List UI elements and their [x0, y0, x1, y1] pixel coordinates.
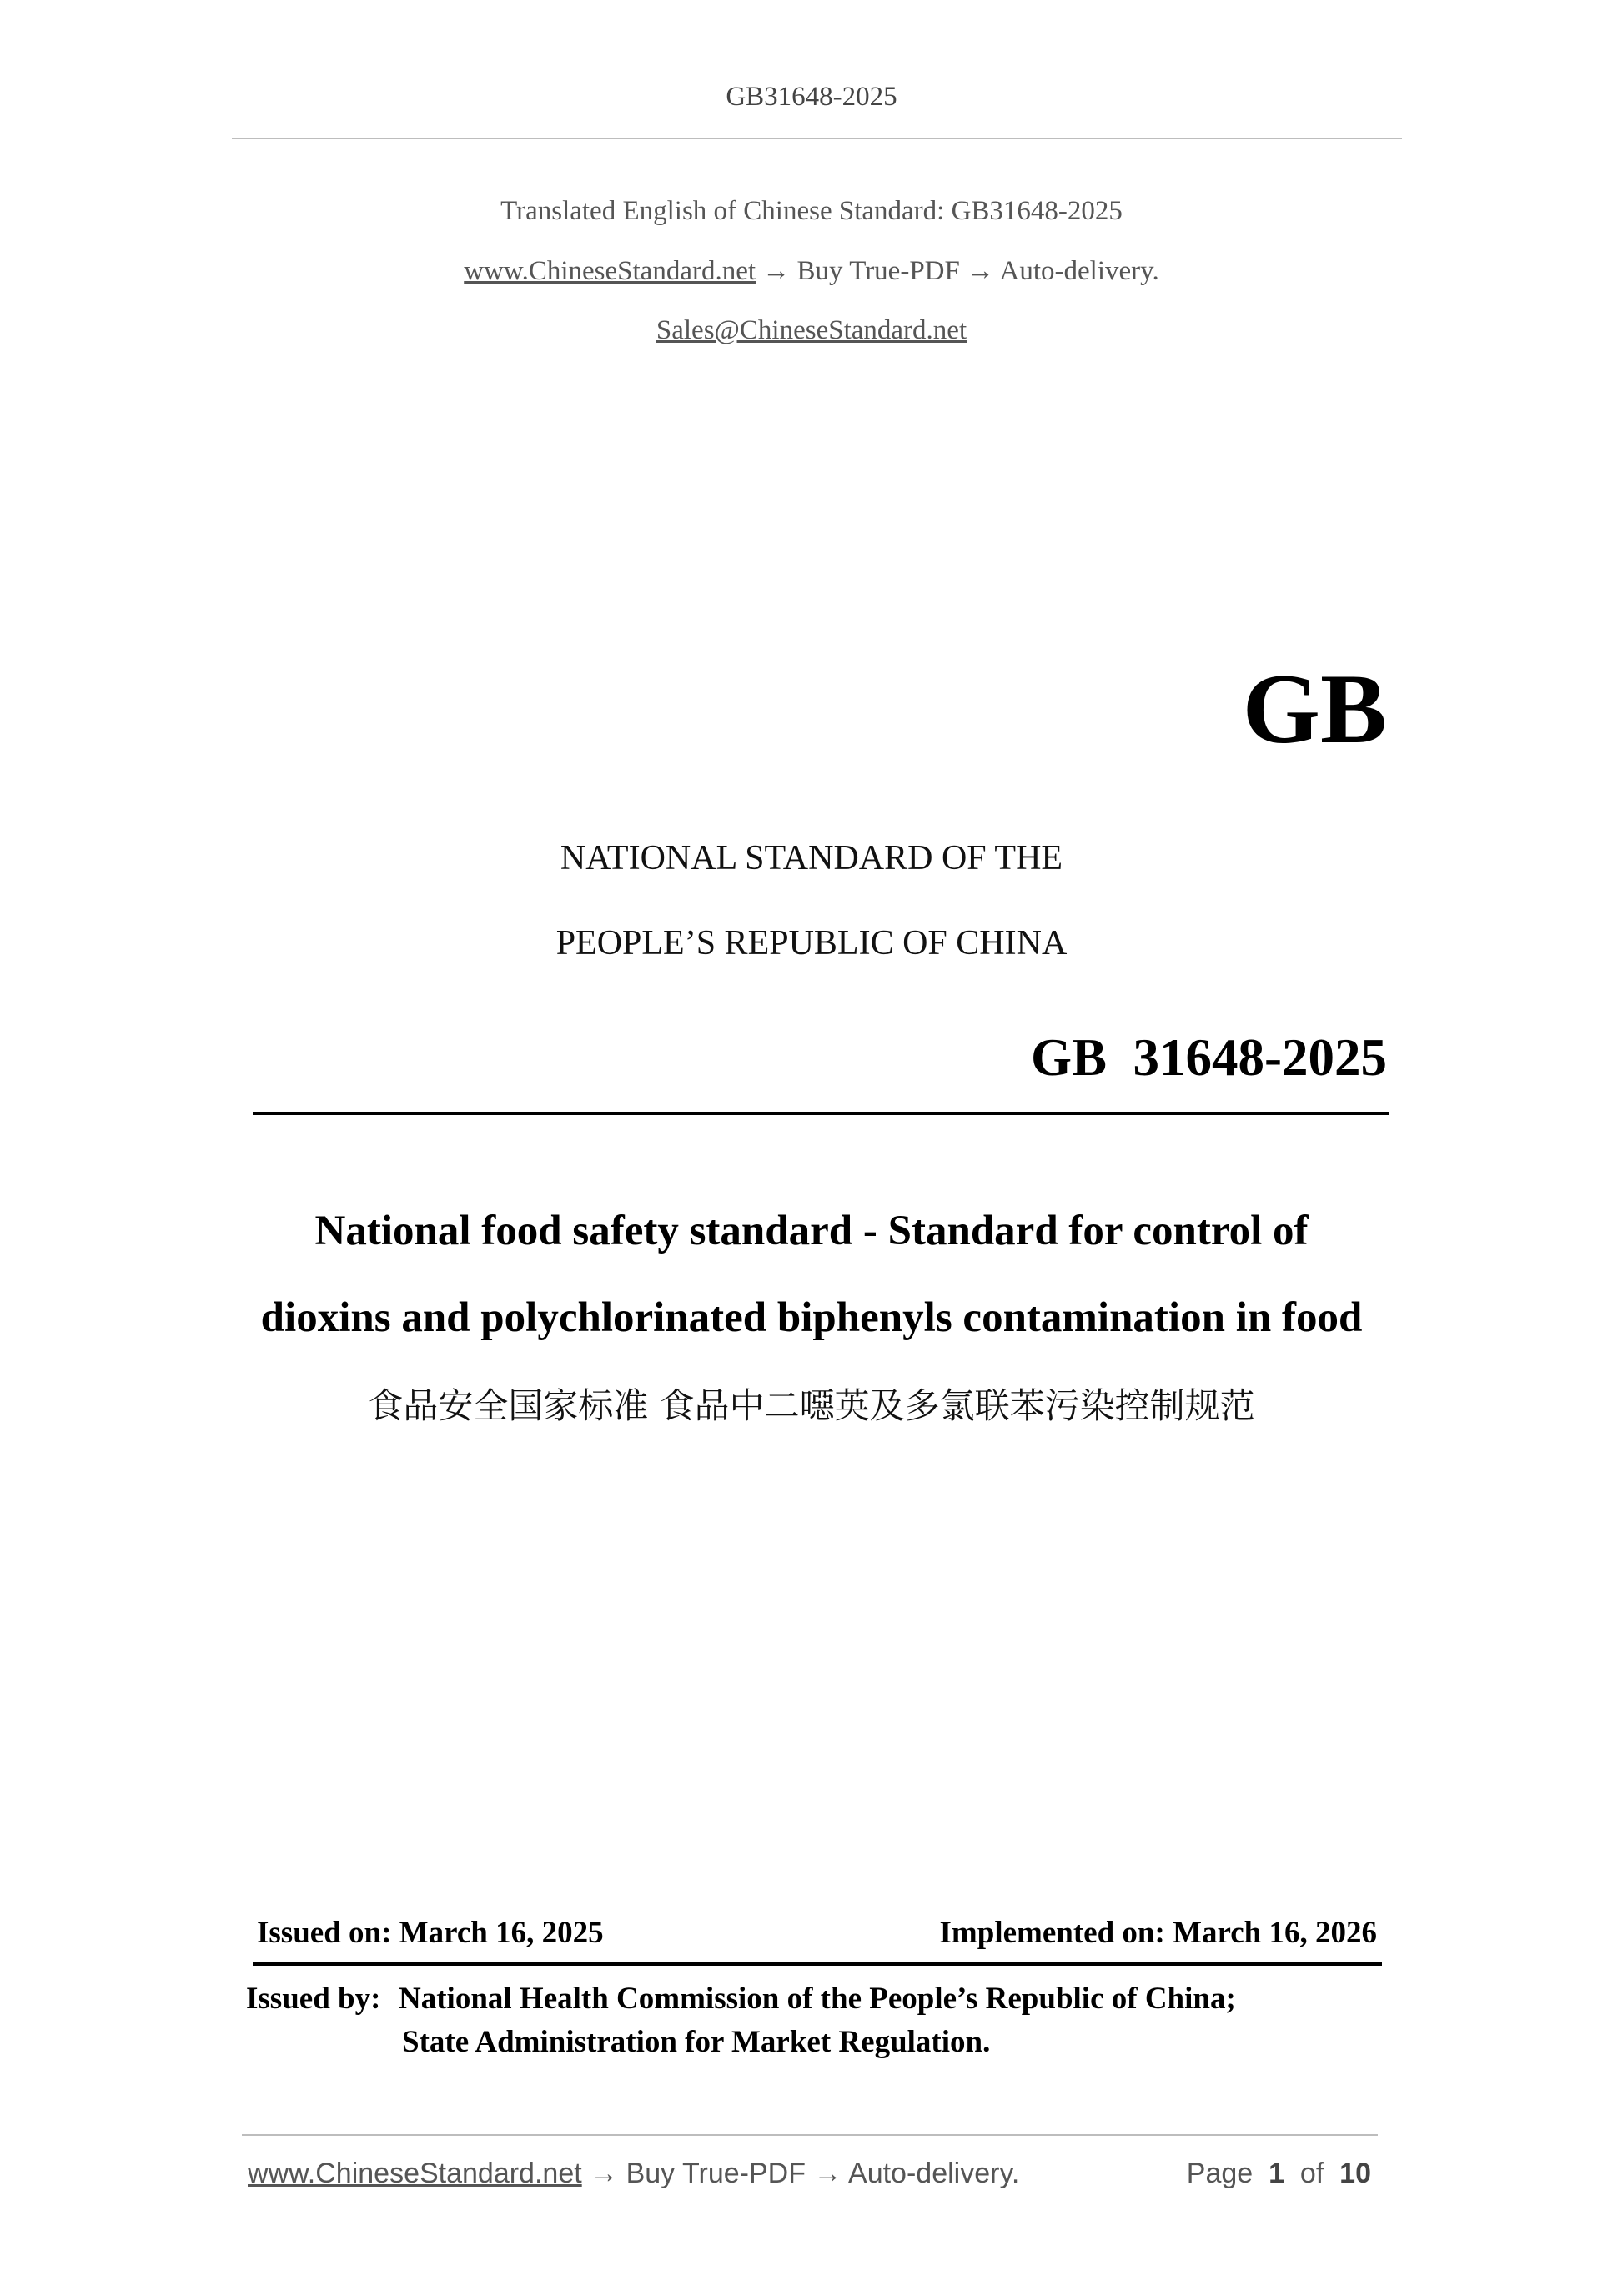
gb-mark: GB	[1242, 653, 1387, 764]
sales-email-link[interactable]: Sales@ChineseStandard.net	[656, 315, 967, 345]
arrow-right-icon: →	[762, 256, 791, 286]
implemented-on-date: Implemented on: March 16, 2026	[939, 1916, 1377, 1950]
header-divider	[232, 138, 1402, 139]
page-number	[1187, 2158, 1371, 2190]
email-line	[0, 315, 1623, 346]
buy-pdf-text: Buy True-PDF	[796, 256, 960, 286]
english-title-line-2: dioxins and polychlorinated biphenyls contamination in food	[260, 1294, 1363, 1341]
auto-delivery-text: Auto-delivery.	[999, 256, 1159, 286]
promo-line	[0, 256, 1623, 287]
issuance-divider	[253, 1962, 1382, 1966]
issued-on-date: Issued on: March 16, 2025	[257, 1916, 604, 1950]
title-divider	[253, 1112, 1389, 1115]
page-total: 10	[1339, 2158, 1371, 2189]
footer-site-link[interactable]: www.ChineseStandard.net	[248, 2158, 582, 2189]
issuing-authority-2: State Administration for Market Regulation.	[402, 2025, 991, 2059]
issuing-authority-1: National Health Commission of the People’s Republic of China;	[399, 1982, 1236, 2016]
footer-buy-pdf-text: Buy True-PDF	[626, 2158, 806, 2189]
arrow-right-icon: →	[967, 256, 995, 286]
arrow-right-icon: →	[813, 2158, 842, 2189]
running-header: GB31648-2025	[726, 82, 897, 112]
translation-notice: Translated English of Chinese Standard: GB31648-2025	[500, 196, 1123, 226]
site-link[interactable]: www.ChineseStandard.net	[464, 256, 756, 286]
english-title-line-1: National food safety standard - Standard for control of	[314, 1208, 1309, 1254]
arrow-right-icon: →	[590, 2158, 619, 2189]
footer-divider	[242, 2134, 1378, 2136]
issued-by-label: Issued by:	[246, 1982, 381, 2016]
page-of: of	[1299, 2158, 1324, 2189]
page-label: Page	[1186, 2158, 1254, 2189]
footer-auto-delivery-text: Auto-delivery.	[848, 2158, 1020, 2189]
footer-promo	[248, 2158, 1019, 2190]
national-standard-line-1: NATIONAL STANDARD OF THE	[560, 839, 1063, 877]
standard-number: GB 31648-2025	[1030, 1028, 1387, 1087]
national-standard-line-2: PEOPLE’S REPUBLIC OF CHINA	[555, 924, 1068, 962]
page-current: 1	[1269, 2158, 1284, 2189]
chinese-title: 食品安全国家标准 食品中二噁英及多氯联苯污染控制规范	[368, 1385, 1255, 1426]
